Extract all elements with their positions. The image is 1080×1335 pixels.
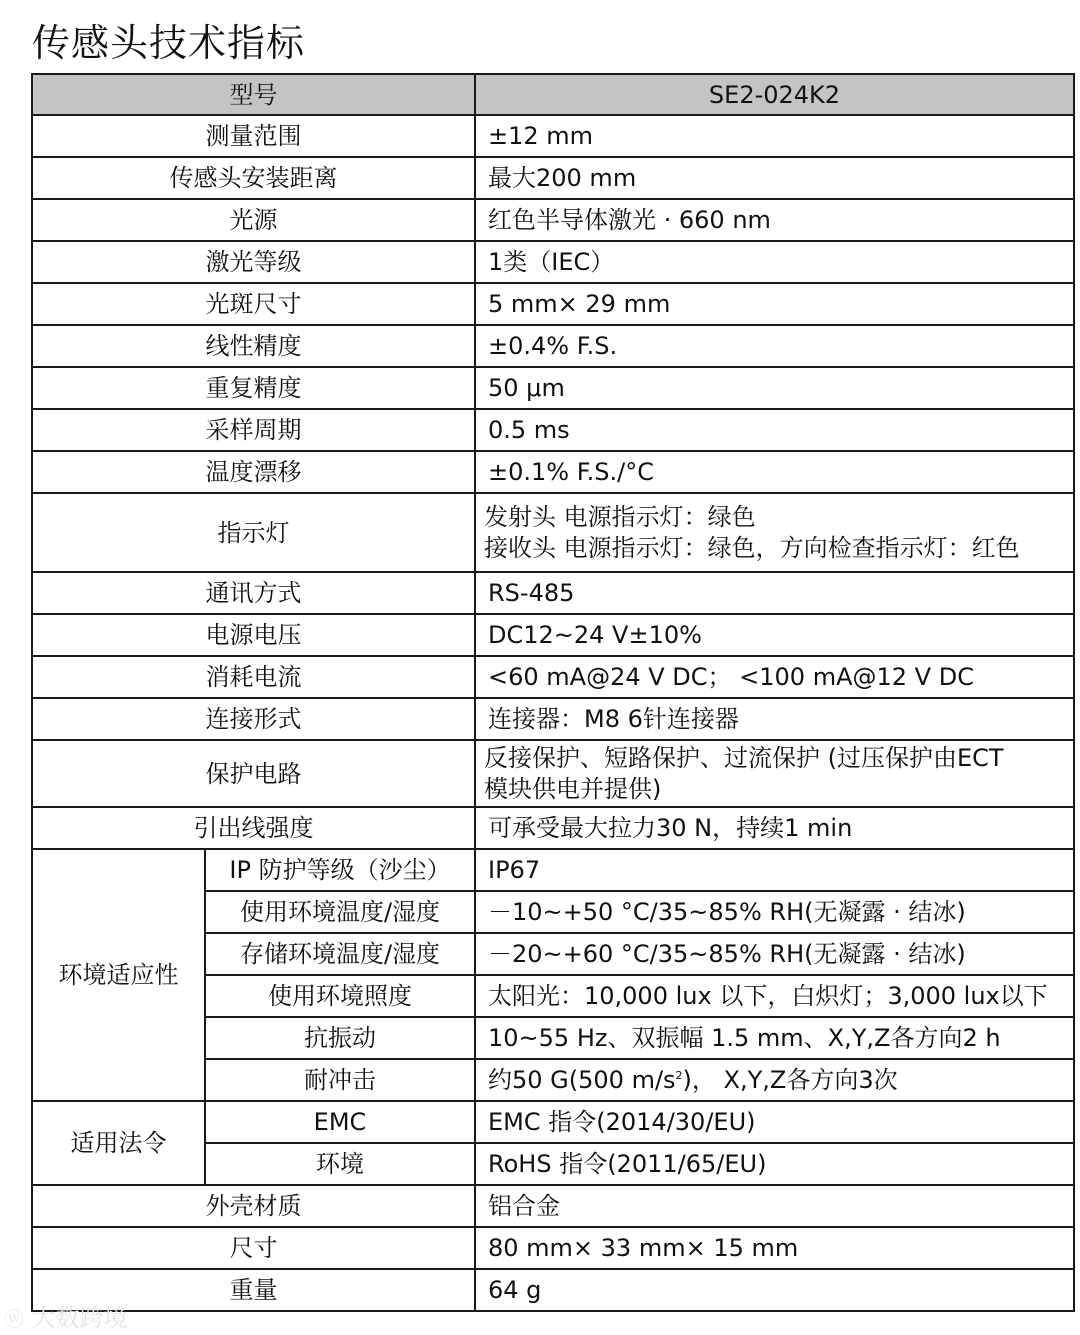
row-label: 通讯方式 (32, 572, 475, 614)
row-label: 引出线强度 (32, 807, 475, 849)
row-value: 铝合金 (475, 1185, 1074, 1227)
value-suffix: )， X,Y,Z各方向3次 (682, 1066, 898, 1094)
row-label: 测量范围 (32, 115, 475, 157)
table-row (32, 283, 1074, 325)
table-row (32, 614, 1074, 656)
row-value (475, 493, 1074, 572)
row-value (475, 740, 1074, 807)
model-value: SE2-024K2 (475, 74, 1074, 115)
table-row (32, 451, 1074, 493)
table-row (32, 1227, 1074, 1269)
table-row (32, 572, 1074, 614)
table-row (32, 493, 1074, 572)
table-row (32, 1269, 1074, 1311)
table-row (32, 241, 1074, 283)
row-label: IP 防护等级（沙尘） (205, 849, 475, 891)
row-value: 连接器：M8 6针连接器 (475, 698, 1074, 740)
row-value: IP67 (475, 849, 1074, 891)
row-label: 尺寸 (32, 1227, 475, 1269)
row-label: 传感头安装距离 (32, 157, 475, 199)
row-value: <60 mA@24 V DC； <100 mA@12 V DC (475, 656, 1074, 698)
table-row (32, 698, 1074, 740)
row-label: 存储环境温度/湿度 (205, 933, 475, 975)
value-superscript: 2 (675, 1069, 683, 1082)
row-value: ±0.4% F.S. (475, 325, 1074, 367)
row-value (475, 1059, 1074, 1101)
table-row (32, 656, 1074, 698)
table-row (32, 115, 1074, 157)
row-value-line: 模块供电并提供) (484, 774, 662, 803)
row-value-line: 反接保护、短路保护、过流保护 (过压保护由ECT (484, 743, 1004, 772)
row-value: 80 mm× 33 mm× 15 mm (475, 1227, 1074, 1269)
weibo-icon: ⓦ (4, 1307, 24, 1331)
row-label: 环境 (205, 1143, 475, 1185)
row-value: 10~55 Hz、双振幅 1.5 mm、X,Y,Z各方向2 h (475, 1017, 1074, 1059)
row-value: 64 g (475, 1269, 1074, 1311)
row-value: 50 μm (475, 367, 1074, 409)
table-row (32, 1101, 1074, 1143)
row-value: DC12~24 V±10% (475, 614, 1074, 656)
row-value: 红色半导体激光 · 660 nm (475, 199, 1074, 241)
row-label: 线性精度 (32, 325, 475, 367)
table-header-row (32, 74, 1074, 115)
table-row (32, 740, 1074, 807)
row-value: EMC 指令(2014/30/EU) (475, 1101, 1074, 1143)
table-row (32, 807, 1074, 849)
table-row (32, 367, 1074, 409)
row-label: 光斑尺寸 (32, 283, 475, 325)
table-row (32, 409, 1074, 451)
watermark (4, 1298, 128, 1333)
row-value: RoHS 指令(2011/65/EU) (475, 1143, 1074, 1185)
row-value: 可承受最大拉力30 N，持续1 min (475, 807, 1074, 849)
table-row (32, 325, 1074, 367)
row-value-line: 发射头 电源指示灯：绿色 (484, 502, 756, 531)
row-label: 重量 (32, 1269, 475, 1311)
row-label: 温度漂移 (32, 451, 475, 493)
row-label: 激光等级 (32, 241, 475, 283)
row-label: 使用环境温度/湿度 (205, 891, 475, 933)
table-row (32, 157, 1074, 199)
row-label: 保护电路 (32, 740, 475, 807)
model-label: 型号 (32, 74, 475, 115)
group-label-regulations: 适用法令 (32, 1101, 205, 1185)
row-label: 电源电压 (32, 614, 475, 656)
row-value: 最大200 mm (475, 157, 1074, 199)
row-label: 指示灯 (32, 493, 475, 572)
table-row (32, 1185, 1074, 1227)
page-title: 传感头技术指标 (32, 21, 306, 65)
row-label: EMC (205, 1101, 475, 1143)
spec-table (31, 73, 1075, 1312)
row-value-line: 接收头 电源指示灯：绿色，方向检查指示灯：红色 (484, 533, 1020, 562)
row-label: 抗振动 (205, 1017, 475, 1059)
row-label: 使用环境照度 (205, 975, 475, 1017)
row-label: 耐冲击 (205, 1059, 475, 1101)
row-value: ±0.1% F.S./°C (475, 451, 1074, 493)
watermark-text: 大数跨境 (31, 1304, 128, 1332)
row-value: 5 mm× 29 mm (475, 283, 1074, 325)
row-value: 1类（IEC） (475, 241, 1074, 283)
row-label: 连接形式 (32, 698, 475, 740)
row-value: －20~+60 °C/35~85% RH(无凝露 · 结冰) (475, 933, 1074, 975)
row-value: 0.5 ms (475, 409, 1074, 451)
table-row (32, 199, 1074, 241)
row-value: ±12 mm (475, 115, 1074, 157)
row-label: 消耗电流 (32, 656, 475, 698)
row-label: 光源 (32, 199, 475, 241)
row-label: 采样周期 (32, 409, 475, 451)
row-value: －10~+50 °C/35~85% RH(无凝露 · 结冰) (475, 891, 1074, 933)
row-label: 重复精度 (32, 367, 475, 409)
row-value: 太阳光：10,000 lux 以下，白炽灯；3,000 lux以下 (475, 975, 1074, 1017)
row-value: RS-485 (475, 572, 1074, 614)
row-label: 外壳材质 (32, 1185, 475, 1227)
group-label-environment: 环境适应性 (32, 849, 205, 1101)
table-row (32, 849, 1074, 891)
value-prefix: 约50 G(500 m/s (488, 1066, 676, 1094)
